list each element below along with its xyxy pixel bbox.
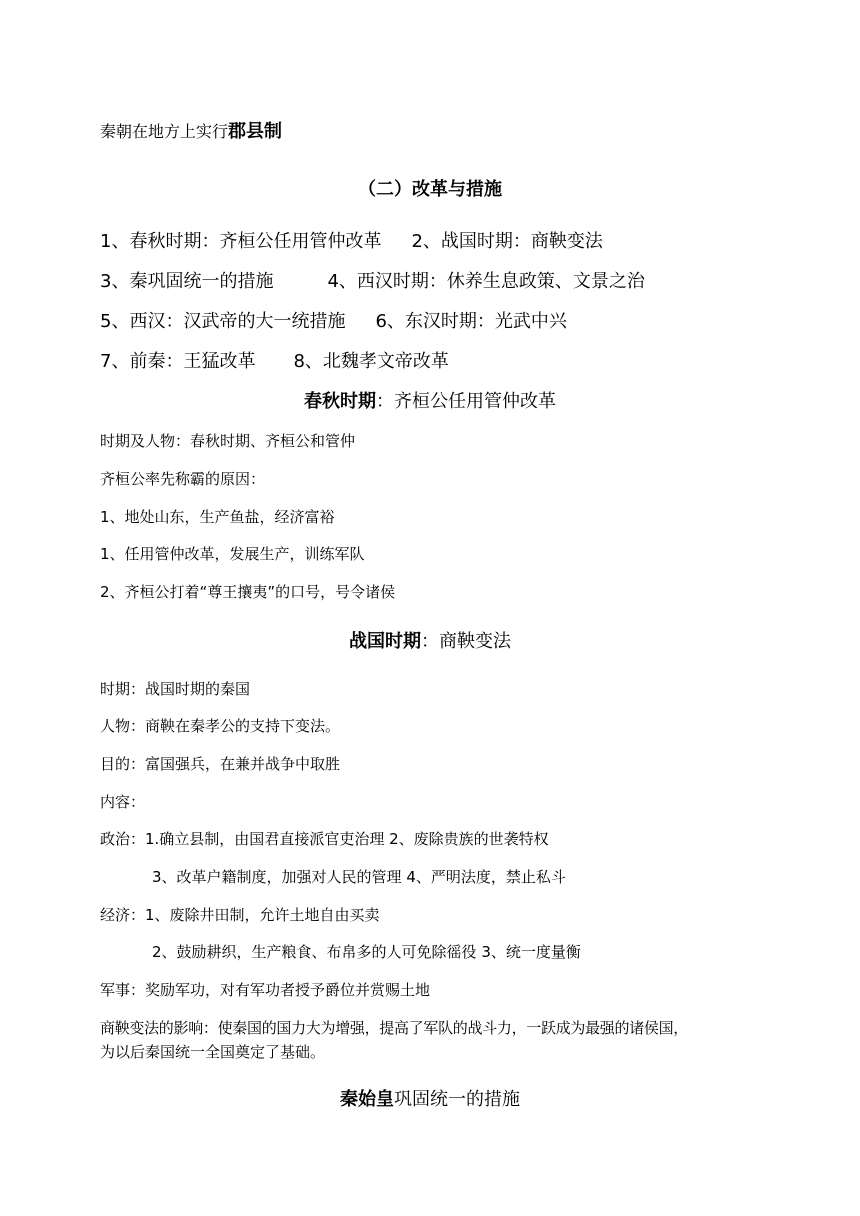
outline-item-7: 7、前秦：王猛改革 (100, 351, 256, 372)
outline-row-1 (100, 227, 603, 253)
outline-row-3 (100, 307, 567, 333)
chunqiu-heading-bold: 春秋时期 (304, 391, 376, 412)
chunqiu-line-4: 1、任用管仲改革，发展生产，训练军队 (100, 545, 365, 563)
outline-row-4 (100, 347, 449, 373)
zhanguo-economy-2: 2、鼓励耕织，生产粮食、布帛多的人可免除徭役 3、统一度量衡 (152, 943, 581, 961)
outline-item-2: 2、战国时期：商鞅变法 (411, 231, 603, 252)
zhanguo-impact-1: 商鞅变法的影响：使秦国的国力大为增强，提高了军队的战斗力，一跃成为最强的诸侯国， (100, 1019, 689, 1037)
zhanguo-politics-2: 3、改革户籍制度，加强对人民的管理 4、严明法度，禁止私斗 (152, 868, 566, 886)
outline-item-1: 1、春秋时期：齐桓公任用管仲改革 (100, 231, 382, 252)
intro-bold-term: 郡县制 (228, 121, 283, 142)
intro-text: 秦朝在地方上实行 (100, 122, 229, 141)
chunqiu-line-2: 齐桓公率先称霸的原因： (100, 470, 266, 488)
zhanguo-politics-1: 政治：1.确立县制，由国君直接派官吏治理 2、废除贵族的世袭特权 (100, 830, 549, 848)
qin-heading-rest: 巩固统一的措施 (394, 1089, 520, 1110)
zhanguo-heading-rest: ：商鞅变法 (421, 631, 511, 652)
qin-heading-bold: 秦始皇 (340, 1089, 394, 1110)
chunqiu-line-3: 1、地处山东，生产鱼盐，经济富裕 (100, 508, 335, 526)
zhanguo-person: 人物：商鞅在秦孝公的支持下变法。 (100, 717, 341, 735)
section-title: （二）改革与措施 (358, 179, 502, 200)
zhanguo-purpose: 目的：富国强兵，在兼并战争中取胜 (100, 755, 341, 773)
intro-line (100, 117, 282, 143)
qin-heading (0, 1085, 860, 1111)
zhanguo-content-label: 内容： (100, 793, 146, 811)
zhanguo-military: 军事：奖励军功，对有军功者授予爵位并赏赐土地 (100, 981, 431, 999)
outline-item-4: 4、西汉时期：休养生息政策、文景之治 (327, 271, 645, 292)
chunqiu-heading-rest: ：齐桓公任用管仲改革 (376, 391, 556, 412)
zhanguo-heading-bold: 战国时期 (349, 631, 421, 652)
zhanguo-economy-1: 经济：1、废除井田制，允许土地自由买卖 (100, 906, 380, 924)
chunqiu-line-1: 时期及人物：春秋时期、齐桓公和管仲 (100, 432, 356, 450)
chunqiu-line-5: 2、齐桓公打着“尊王攘夷”的口号，号令诸侯 (100, 583, 396, 601)
outline-item-8: 8、北魏孝文帝改革 (293, 351, 449, 372)
outline-item-3: 3、秦巩固统一的措施 (100, 271, 274, 292)
outline-item-5: 5、西汉：汉武帝的大一统措施 (100, 311, 346, 332)
outline-row-2 (100, 267, 645, 293)
zhanguo-heading (0, 627, 860, 653)
chunqiu-heading (0, 387, 860, 413)
zhanguo-impact-2: 为以后秦国统一全国奠定了基础。 (100, 1043, 326, 1061)
outline-item-6: 6、东汉时期：光武中兴 (375, 311, 567, 332)
zhanguo-period: 时期：战国时期的秦国 (100, 680, 251, 698)
